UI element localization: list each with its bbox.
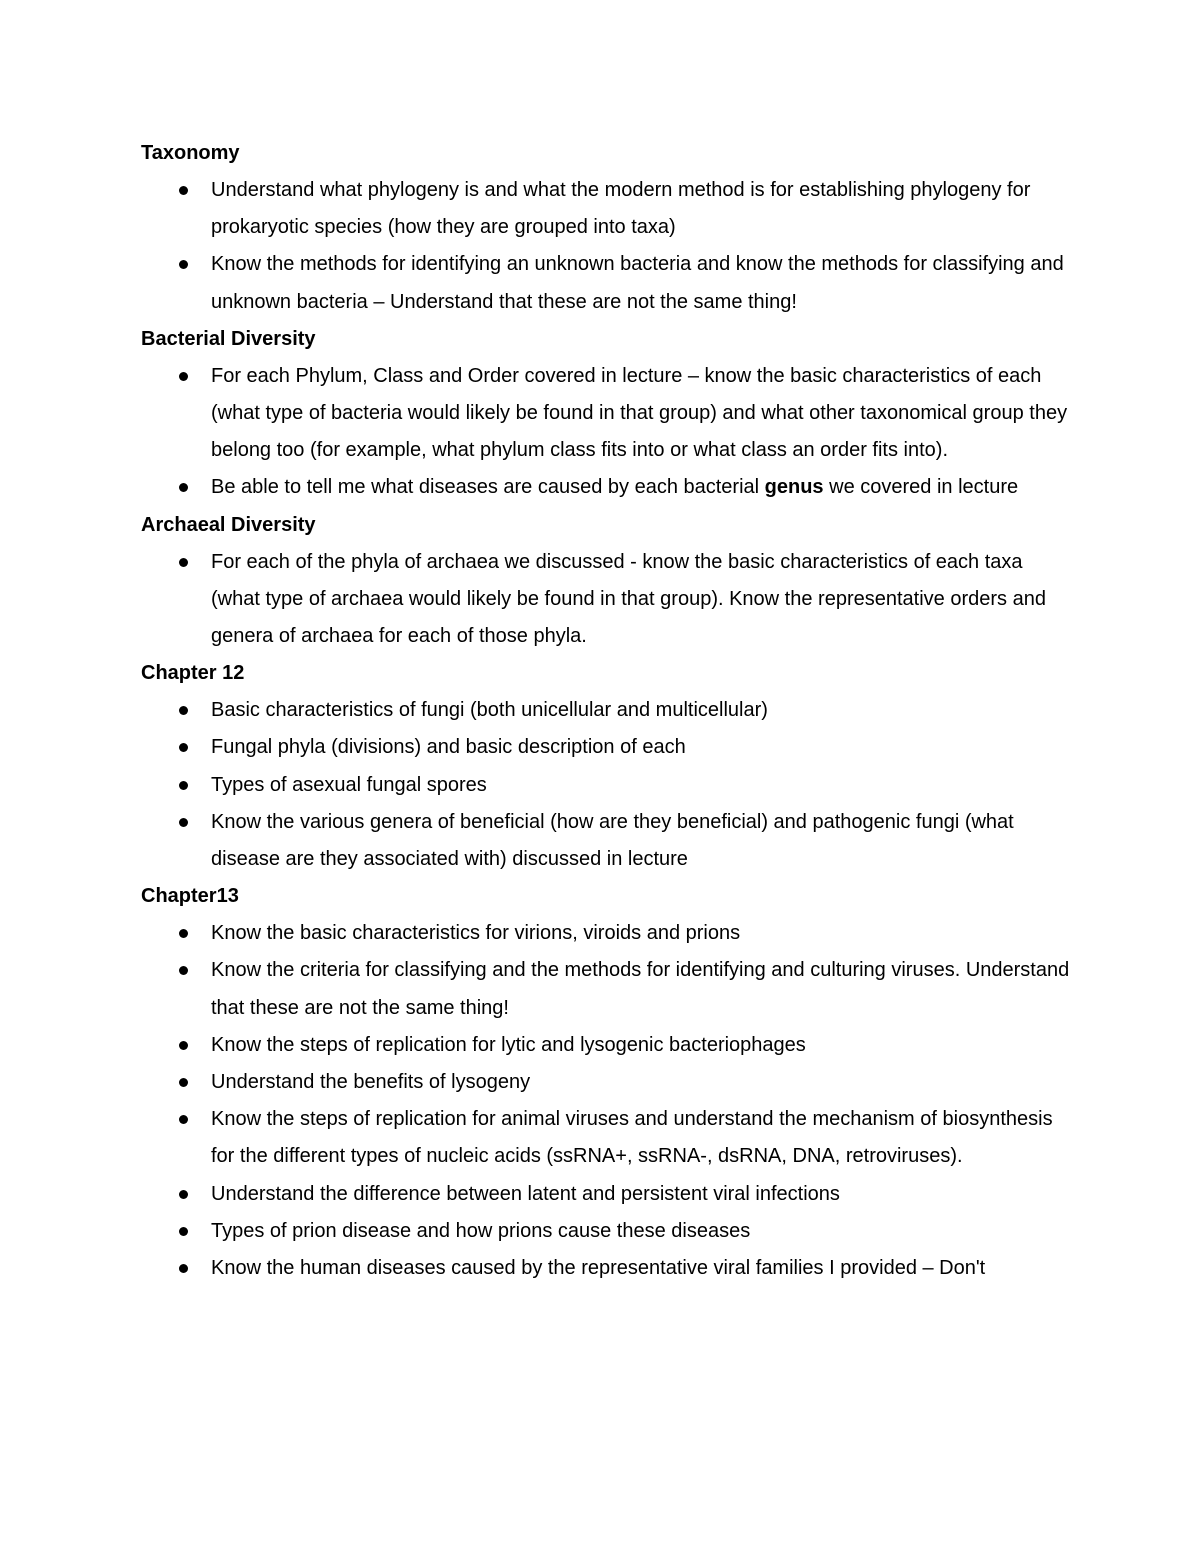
section-heading: Taxonomy bbox=[141, 142, 240, 164]
bullet-icon bbox=[179, 1078, 188, 1087]
list-item bbox=[141, 1064, 1071, 1101]
list-item-text: Know the steps of replication for lytic and lysogenic bacteriophages bbox=[211, 1033, 806, 1056]
list-item bbox=[141, 1101, 1071, 1175]
list-item-text bbox=[211, 476, 1018, 498]
list-item-text: Fungal phyla (divisions) and basic description of each bbox=[211, 736, 686, 759]
bullet-icon bbox=[179, 818, 188, 827]
list-item-text: Understand the benefits of lysogeny bbox=[211, 1071, 531, 1094]
bullet-icon bbox=[179, 260, 188, 269]
bullet-icon bbox=[179, 1041, 188, 1050]
list-item-text: Know the criteria for classifying and the methods for identifying and culturing viruses. Understand that these are not the same thing! bbox=[211, 959, 1070, 1019]
list-item-text: Know the human diseases caused by the representative viral families I provided – Don't bbox=[211, 1257, 986, 1280]
list-item bbox=[141, 172, 1071, 246]
list-item-text: For each of the phyla of archaea we discussed - know the basic characteristics of each taxa (what type of archaea would likely be found in that group). Know the representative orders and genera of archaea for each of those phyla. bbox=[211, 550, 1046, 648]
list-item-text: Basic characteristics of fungi (both unicellular and multicellular) bbox=[211, 699, 768, 722]
bullet-icon bbox=[179, 929, 188, 938]
list-item-text: Know the basic characteristics for virions, viroids and prions bbox=[211, 922, 741, 945]
bullet-icon bbox=[179, 1227, 188, 1236]
list-item bbox=[141, 692, 1071, 729]
section-heading: Chapter13 bbox=[141, 885, 239, 908]
section-heading: Chapter 12 bbox=[141, 662, 245, 685]
bullet-icon bbox=[179, 743, 188, 752]
list-item bbox=[141, 804, 1071, 878]
bullet-icon bbox=[179, 372, 188, 381]
bullet-icon bbox=[179, 1190, 188, 1199]
list-item bbox=[141, 544, 1071, 656]
bullet-icon bbox=[179, 1264, 188, 1273]
list-item-text: For each Phylum, Class and Order covered in lecture – know the basic characteristics of each (what type of bacteria would likely be found in that group) and what other taxonomical group they belong too (for example, what phylum class fits into or what class an order fits into). bbox=[211, 364, 1068, 462]
bullet-icon bbox=[179, 781, 188, 790]
document-page bbox=[141, 135, 1071, 1287]
list-item bbox=[141, 915, 1071, 952]
list-item bbox=[141, 952, 1071, 1026]
list-item bbox=[141, 1250, 1071, 1287]
section-heading: Bacterial Diversity bbox=[141, 327, 316, 350]
list-item bbox=[141, 729, 1071, 766]
list-item bbox=[141, 1176, 1071, 1213]
list-item bbox=[141, 1027, 1071, 1064]
bullet-icon bbox=[179, 186, 188, 195]
list-item-text: Understand what phylogeny is and what the modern method is for establishing phylogeny for prokaryotic species (how they are grouped into taxa) bbox=[211, 179, 1031, 239]
list-item-text: Know the steps of replication for animal viruses and understand the mechanism of biosynthesis for the different types of nucleic acids (ssRNA+, ssRNA-, dsRNA, DNA, retroviruses). bbox=[211, 1108, 1053, 1168]
bullet-icon bbox=[179, 558, 188, 567]
bullet-list bbox=[141, 358, 1071, 507]
bold-term: genus bbox=[764, 476, 824, 499]
list-item bbox=[141, 246, 1071, 320]
bullet-icon bbox=[179, 1115, 188, 1124]
list-item-text: Know the various genera of beneficial (how are they beneficial) and pathogenic fungi (what disease are they associated with) discussed in lecture bbox=[211, 810, 1014, 871]
bullet-list bbox=[141, 915, 1071, 1287]
bullet-list bbox=[141, 544, 1071, 656]
list-item-text: Types of prion disease and how prions cause these diseases bbox=[211, 1219, 751, 1242]
list-item bbox=[141, 358, 1071, 470]
bullet-list bbox=[141, 692, 1071, 878]
list-item bbox=[141, 767, 1071, 804]
bullet-icon bbox=[179, 483, 188, 492]
section-heading: Archaeal Diversity bbox=[141, 513, 316, 536]
list-item bbox=[141, 1213, 1071, 1250]
list-item bbox=[141, 469, 1071, 506]
list-item-text: Types of asexual fungal spores bbox=[211, 773, 487, 796]
list-item-text: Understand the difference between latent and persistent viral infections bbox=[211, 1182, 840, 1205]
bullet-icon bbox=[179, 706, 188, 715]
bullet-list bbox=[141, 172, 1071, 321]
text-run: Be able to tell me what diseases are caused by each bacterial bbox=[211, 476, 765, 499]
bullet-icon bbox=[179, 966, 188, 975]
list-item-text: Know the methods for identifying an unknown bacteria and know the methods for classifying and unknown bacteria – Understand that these are not the same thing! bbox=[211, 253, 1064, 313]
text-run: we covered in lecture bbox=[823, 476, 1019, 499]
